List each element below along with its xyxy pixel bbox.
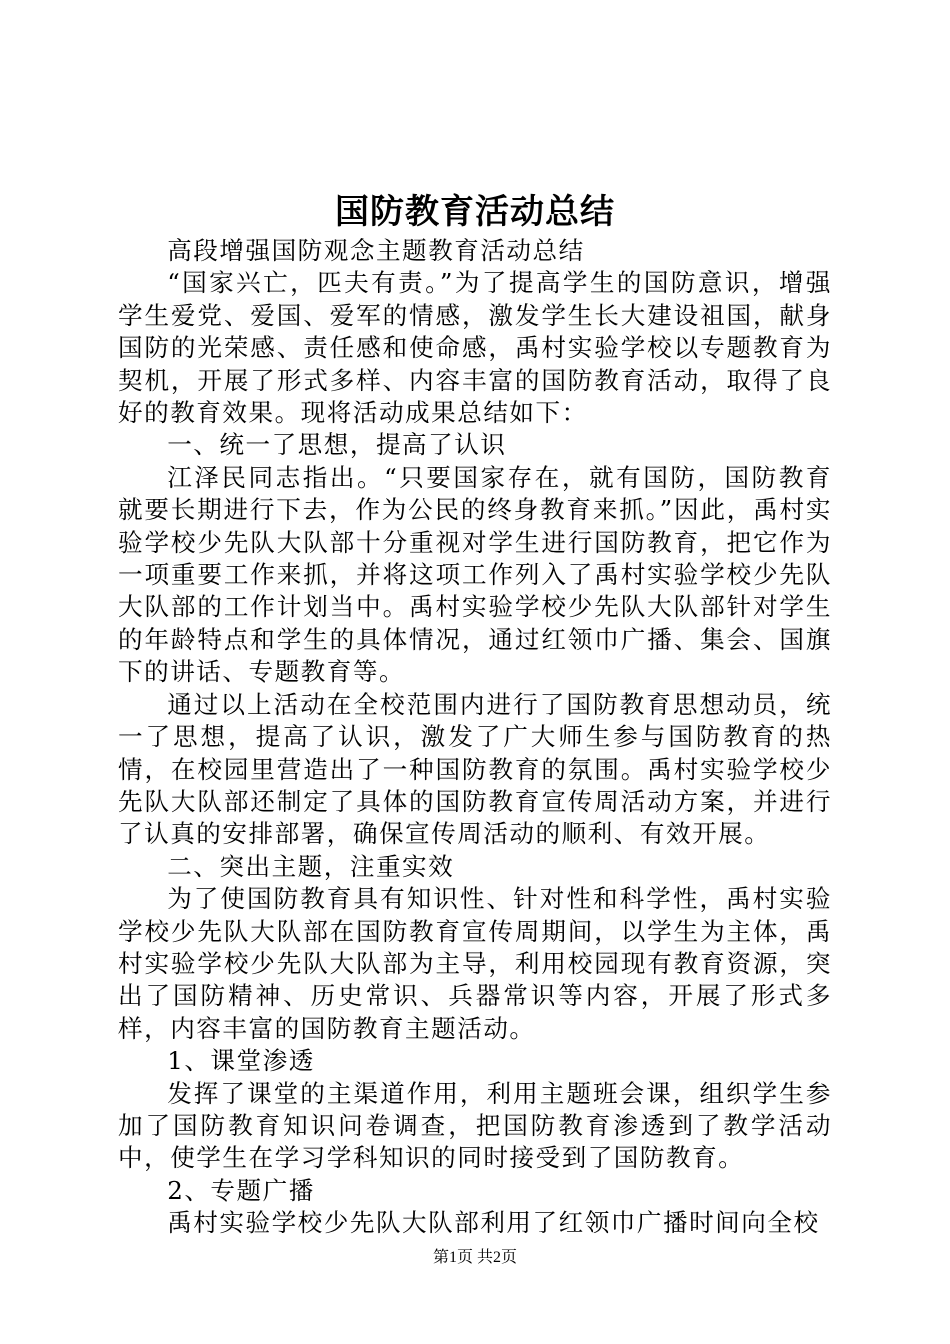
- section-heading-2: 二、突出主题，注重实效: [167, 851, 455, 881]
- document-body: [118, 235, 832, 1240]
- paragraph: 通过以上活动在全校范围内进行了国防教育思想动员，统一了思想，提高了认识，激发了广大师生参与国防教育的热情，在校园里营造出了一种国防教育的氛围。禹村实验学校少先队大队部还制定了具体的国防教育宣传周活动方案，并进行了认真的安排部署，确保宣传周活动的顺利、有效开展。: [118, 689, 832, 849]
- paragraph: 发挥了课堂的主渠道作用，利用主题班会课，组织学生参加了国防教育知识问卷调查，把国防教育渗透到了教学活动中，使学生在学习学科知识的同时接受到了国防教育。: [118, 1078, 832, 1173]
- subsection-heading-1: 1、课堂渗透: [167, 1046, 315, 1076]
- paragraph-intro: “国家兴亡，匹夫有责。”为了提高学生的国防意识，增强学生爱党、爱国、爱军的情感，激发学生长大建设祖国，献身国防的光荣感、责任感和使命感，禹村实验学校以专题教育为契机，开展了形式多样、内容丰富的国防教育活动，取得了良好的教育效果。现将活动成果总结如下：: [118, 268, 832, 428]
- paragraph-subtitle: 高段增强国防观念主题教育活动总结: [167, 236, 585, 265]
- section-heading-1: 一、统一了思想，提高了认识: [167, 430, 507, 460]
- paragraph: 禹村实验学校少先队大队部利用了红领巾广播时间向全校: [167, 1208, 820, 1238]
- document-title: 国防教育活动总结: [335, 192, 615, 232]
- paragraph: 江泽民同志指出。“只要国家存在，就有国防，国防教育就要长期进行下去，作为公民的终身教育来抓。”因此，禹村实验学校少先队大队部十分重视对学生进行国防教育，把它作为一项重要工作来抓，并将这项工作列入了禹村实验学校少先队大队部的工作计划当中。禹村实验学校少先队大队部针对学生的年龄特点和学生的具体情况，通过红领巾广播、集会、国旗下的讲话、专题教育等。: [118, 462, 832, 687]
- paragraph: 为了使国防教育具有知识性、针对性和科学性，禹村实验学校少先队大队部在国防教育宣传周期间，以学生为主体，禹村实验学校少先队大队部为主导，利用校园现有教育资源，突出了国防精神、历史常识、兵器常识等内容，开展了形式多样，内容丰富的国防教育主题活动。: [118, 884, 832, 1043]
- subsection-heading-2: 2、专题广播: [167, 1175, 315, 1205]
- page-number-footer: 第1页 共2页: [432, 1249, 517, 1266]
